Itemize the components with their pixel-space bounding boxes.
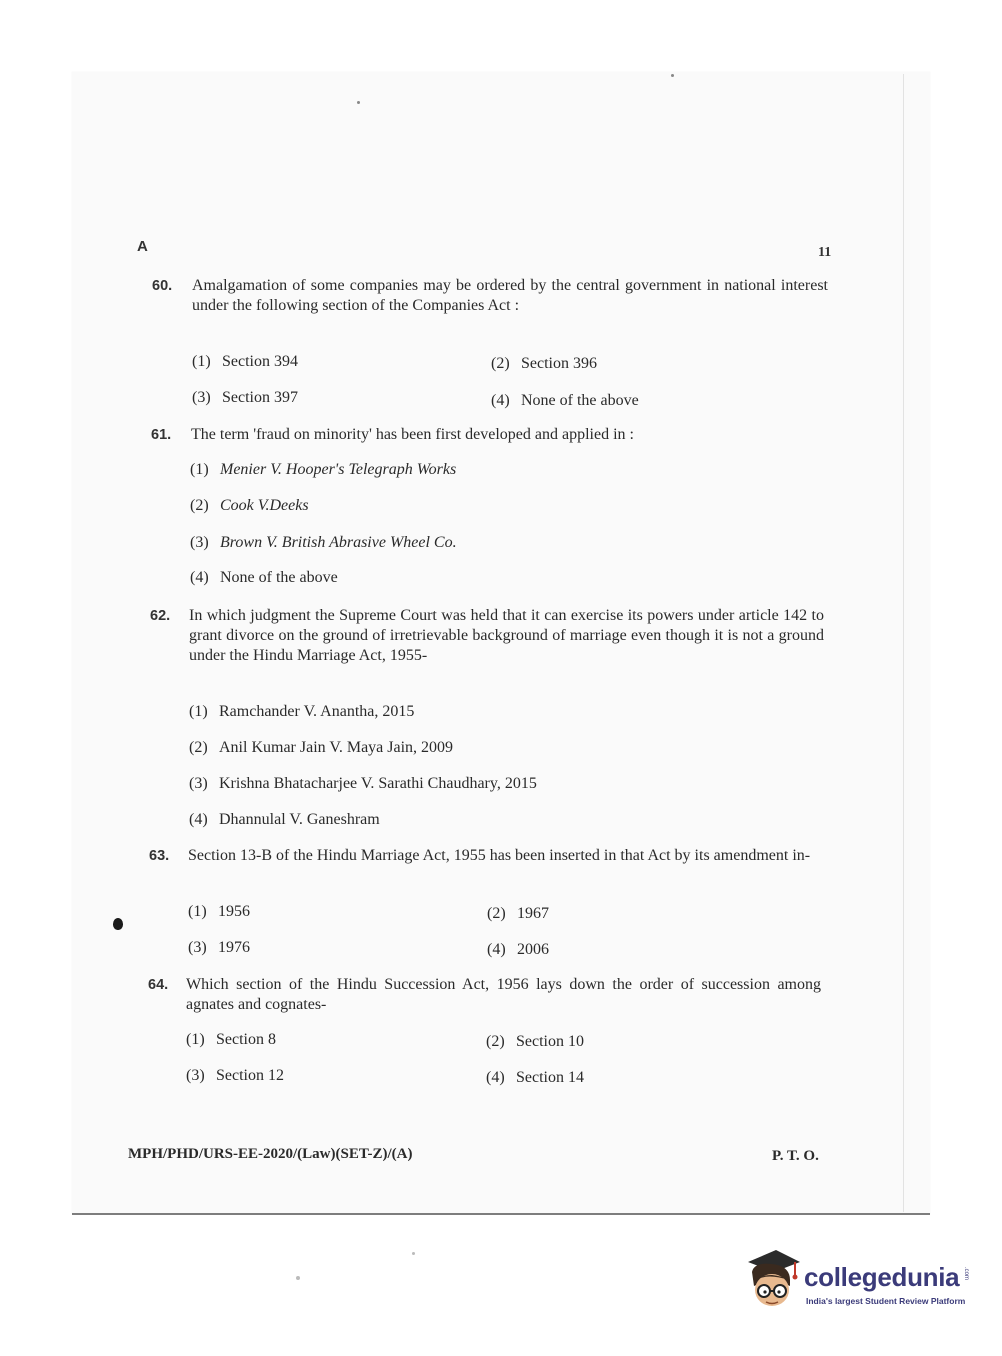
- option-number: (3): [186, 1067, 205, 1084]
- option-number: (2): [189, 739, 208, 756]
- option-number: (4): [190, 569, 209, 586]
- option-text: 2006: [517, 941, 549, 958]
- question-number: 62.: [150, 608, 171, 624]
- brand-tagline: India's largest Student Review Platform: [806, 1296, 966, 1306]
- option-text: Ramchander V. Anantha, 2015: [219, 703, 415, 720]
- scan-speck: [671, 74, 674, 77]
- option-text: Cook V.Deeks: [220, 497, 309, 514]
- option-text: Section 12: [216, 1067, 284, 1084]
- option-text: None of the above: [220, 569, 338, 586]
- option-64-1: [186, 1030, 276, 1050]
- question-text: The term 'fraud on minority' has been first developed and applied in :: [191, 426, 634, 443]
- option-61-2: [190, 496, 309, 516]
- option-63-4: [487, 940, 549, 960]
- option-text: 1956: [218, 903, 250, 920]
- option-text: 1976: [218, 939, 250, 956]
- scan-speck: [357, 101, 360, 104]
- option-text: Section 396: [521, 355, 597, 372]
- option-number: (4): [486, 1069, 505, 1086]
- page-number: 11: [818, 245, 832, 260]
- punch-mark: [113, 918, 123, 930]
- option-number: (2): [486, 1033, 505, 1050]
- option-62-1: [189, 702, 414, 722]
- option-number: (1): [188, 903, 207, 920]
- option-number: (2): [190, 497, 209, 514]
- brand-domain-suffix: .com: [963, 1267, 969, 1281]
- option-number: (4): [491, 392, 510, 409]
- option-text: Section 394: [222, 353, 298, 370]
- option-63-1: [188, 902, 250, 922]
- option-61-4: [190, 568, 338, 588]
- option-text: Section 10: [516, 1033, 584, 1050]
- page-edge-line: [903, 74, 904, 1212]
- question-text: In which judgment the Supreme Court was held that it can exercise its powers under article 142 to grant divorce on the ground of irretrievable background of marriage even though it is not a ground under the Hindu Marriage Act, 1955-: [189, 607, 824, 664]
- question-number: 63.: [149, 848, 170, 864]
- option-number: (1): [189, 703, 208, 720]
- question-number: 61.: [151, 427, 172, 443]
- scan-speck: [412, 1252, 415, 1255]
- mascot-icon: [742, 1248, 802, 1310]
- option-number: (4): [189, 811, 208, 828]
- option-60-3: [192, 388, 298, 408]
- option-61-3: [190, 533, 457, 553]
- page-turn-over: P. T. O.: [772, 1148, 819, 1164]
- option-number: (4): [487, 941, 506, 958]
- option-61-1: [190, 460, 456, 480]
- question-number: 64.: [148, 977, 169, 993]
- option-text: Section 14: [516, 1069, 584, 1086]
- option-text: Dhannulal V. Ganeshram: [219, 811, 380, 828]
- option-60-1: [192, 352, 298, 372]
- option-63-3: [188, 938, 250, 958]
- option-64-4: [486, 1068, 584, 1088]
- question-number: 60.: [152, 278, 173, 294]
- option-64-3: [186, 1066, 284, 1086]
- set-letter: A: [137, 238, 148, 255]
- collegedunia-logo: [742, 1248, 974, 1310]
- paper-code: MPH/PHD/URS-EE-2020/(Law)(SET-Z)/(A): [128, 1146, 413, 1162]
- option-text: None of the above: [521, 392, 639, 409]
- option-60-4: [491, 391, 639, 411]
- option-60-2: [491, 354, 597, 374]
- page-bottom-edge: [72, 1213, 930, 1215]
- option-number: (1): [186, 1031, 205, 1048]
- option-62-3: [189, 774, 537, 794]
- option-text: Anil Kumar Jain V. Maya Jain, 2009: [219, 739, 454, 756]
- option-text: Krishna Bhatacharjee V. Sarathi Chaudhary, 2015: [219, 775, 537, 792]
- option-number: (3): [190, 534, 209, 551]
- option-62-4: [189, 810, 380, 830]
- question-text: Amalgamation of some companies may be ordered by the central government in national interest under the following section of the Companies Act :: [192, 277, 828, 314]
- option-text: 1967: [517, 905, 549, 922]
- option-text: Brown V. British Abrasive Wheel Co.: [220, 534, 457, 551]
- option-number: (3): [188, 939, 207, 956]
- option-text: Section 397: [222, 389, 298, 406]
- option-number: (3): [192, 389, 211, 406]
- scan-speck: [296, 1276, 300, 1280]
- option-number: (2): [491, 355, 510, 372]
- option-62-2: [189, 738, 453, 758]
- option-text: Menier V. Hooper's Telegraph Works: [220, 461, 457, 478]
- option-64-2: [486, 1032, 584, 1052]
- option-number: (1): [192, 353, 211, 370]
- option-text: Section 8: [216, 1031, 276, 1048]
- brand-name: collegedunia: [804, 1262, 960, 1292]
- option-number: (1): [190, 461, 209, 478]
- option-number: (3): [189, 775, 208, 792]
- question-text: Which section of the Hindu Succession Act, 1956 lays down the order of succession among agnates and cognates-: [186, 976, 821, 1013]
- option-63-2: [487, 904, 549, 924]
- option-number: (2): [487, 905, 506, 922]
- question-text: Section 13-B of the Hindu Marriage Act, 1955 has been inserted in that Act by its amendment in-: [188, 847, 811, 864]
